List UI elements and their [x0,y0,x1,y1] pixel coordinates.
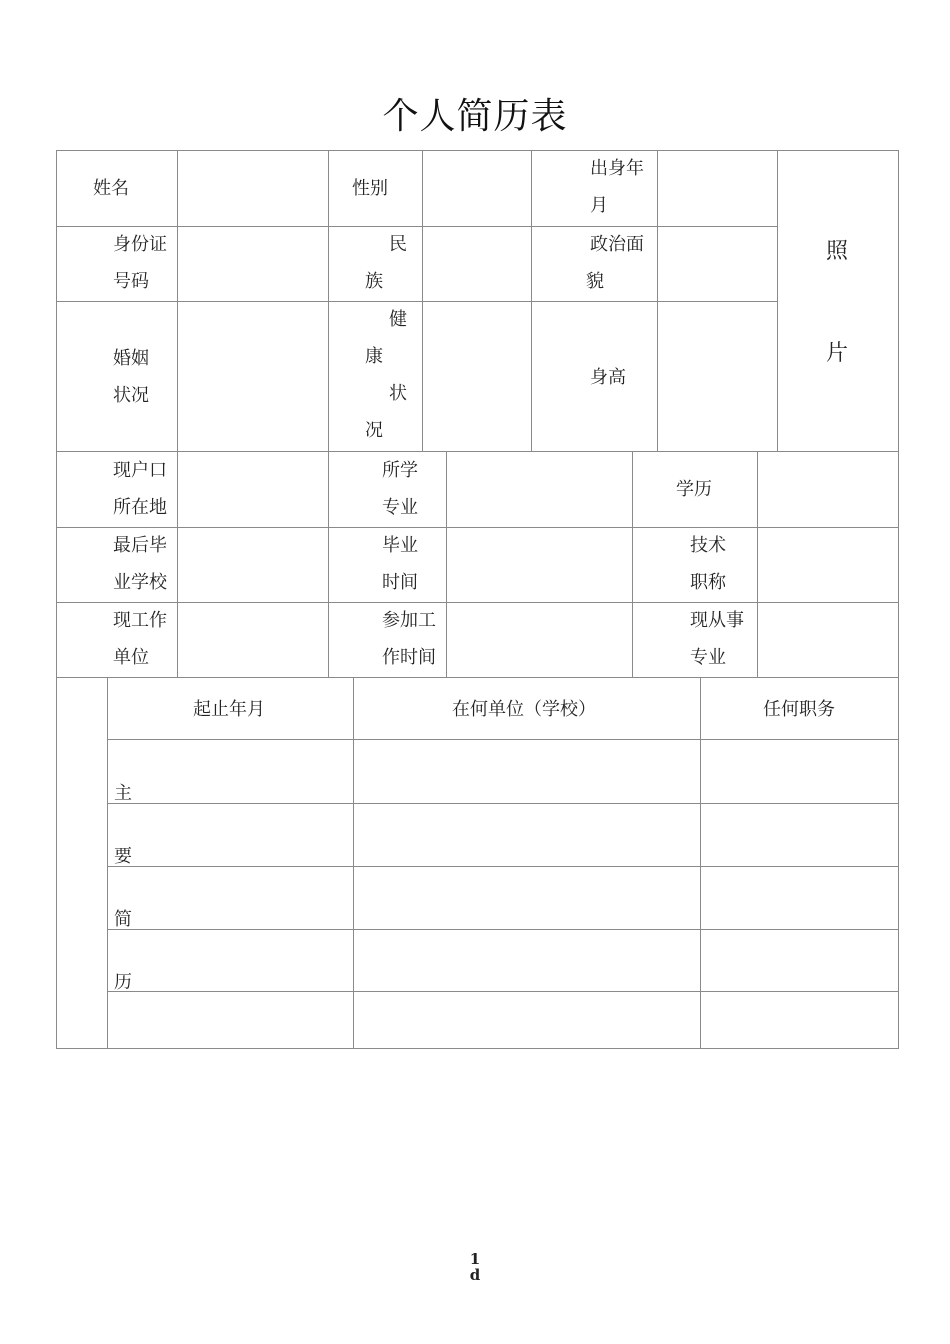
page-number: 1 [469,1250,481,1268]
header-organization: 在何单位（学校） [452,699,596,720]
resume-row[interactable] [108,804,898,866]
work-unit-value[interactable] [178,603,328,677]
current-field-value[interactable] [758,603,898,677]
last-school-value[interactable] [178,528,328,602]
work-start-value[interactable] [447,603,632,677]
page-number-suffix: d [469,1266,481,1284]
resume-form: 姓名 性别 出身年 月 照 片 身份证 号码 民 族 政治面 貌 婚姻 状况 健 康 状 况 身高 现户口 所在地 所学 专业 学历 最后毕 业学校 毕业 时间 技术 职称 现工作 单位 参加工 作时间 现从事 专业 起止年月 在何单位（学校） 任何职务 主 要 简 历 [56,150,899,1048]
resume-side-label-4: 历 [114,972,132,993]
name-value[interactable] [178,151,328,226]
political-value[interactable] [658,227,777,301]
resume-side-label-1: 主 [114,783,132,804]
photo-box[interactable]: 照 片 [826,239,849,366]
id-number-value[interactable] [178,227,328,301]
health-value[interactable] [423,302,531,451]
resume-side-label-2: 要 [114,846,132,867]
height-value[interactable] [658,302,777,451]
major-value[interactable] [447,452,632,527]
resume-row[interactable] [108,740,898,803]
header-position: 任何职务 [763,699,835,720]
ethnicity-value[interactable] [423,227,531,301]
gender-value[interactable] [423,151,531,226]
education-value[interactable] [758,452,898,527]
header-period: 起止年月 [193,699,265,720]
resume-row[interactable] [108,992,898,1048]
hukou-value[interactable] [178,452,328,527]
tech-title-value[interactable] [758,528,898,602]
resume-row[interactable] [108,867,898,929]
resume-row[interactable] [108,930,898,991]
marital-value[interactable] [178,302,328,451]
page-title: 个人简历表 [382,96,568,137]
grad-time-value[interactable] [447,528,632,602]
resume-side-label-3: 简 [114,909,132,930]
birth-value[interactable] [658,151,777,226]
